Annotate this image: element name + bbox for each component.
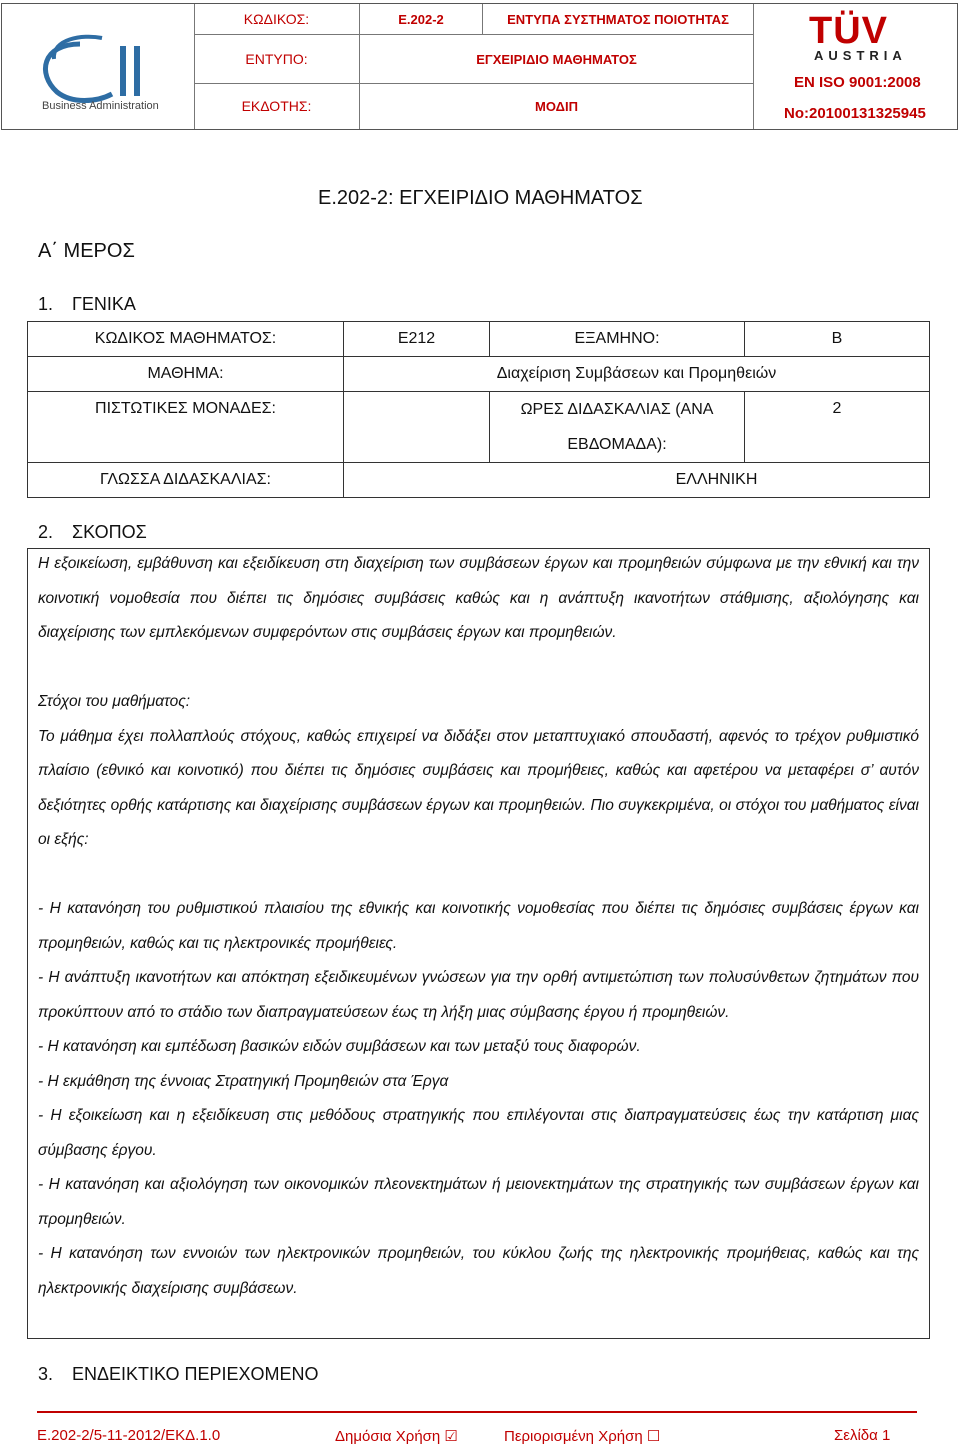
form-kind: ΕΝΤΥΠΑ ΣΥΣΤΗΜΑΤΟΣ ΠΟΙΟΤΗΤΑΣ xyxy=(507,12,729,27)
course-code-label: ΚΩΔΙΚΟΣ ΜΑΘΗΜΑΤΟΣ: xyxy=(28,322,344,357)
goals-intro: Το μάθημα έχει πολλαπλούς στόχους, καθώς επιχειρεί να διδάξει στον μεταπτυχιακό σπουδαστή, αφενός το τρέχον ρυθμιστικό πλαίσιο (εθνικό και κοινοτικό) που διέπει τις δημόσιες συμβάσεις και προμήθειες, καθώς και αφετέρου να μεταφέρει σ’ αυτόν δεξιότητες ορθής κατάρτισης και διαχείρισης συμβάσεων έργων και προμηθειών. Πιο συγκεκριμένα, οι στόχοι του μαθήματος είναι οι εξής: xyxy=(38,727,919,848)
section-title: ΓΕΝΙΚΑ xyxy=(72,294,136,314)
section-2-heading xyxy=(38,522,147,543)
hours-value: 2 xyxy=(745,392,930,463)
credits-value xyxy=(344,392,490,463)
section-title: ΕΝΔΕΙΚΤΙΚΟ ΠΕΡΙΕΧΟΜΕΝΟ xyxy=(72,1364,319,1384)
course-name: Διαχείριση Συμβάσεων και Προμηθειών xyxy=(344,357,930,392)
semester: Β xyxy=(745,322,930,357)
hours-label: ΩΡΕΣ ΔΙΔΑΣΚΑΛΙΑΣ (ΑΝΑ ΕΒΔΟΜΑΔΑ): xyxy=(490,392,745,463)
part-heading: Α΄ ΜΕΡΟΣ xyxy=(38,240,135,262)
code-value: Ε.202-2 xyxy=(360,4,483,34)
goal-item: - Η κατανόηση του ρυθμιστικού πλαισίου της εθνικής και κοινοτικής νομοθεσίας που διέπει τις δημόσιες συμβάσεις έργων και προμηθειών, καθώς και τις ηλεκτρονικές προμήθειες. xyxy=(38,900,919,952)
semester-label: ΕΞΑΜΗΝΟ: xyxy=(490,322,745,357)
footer-doc-id: Ε.202-2/5-11-2012/ΕΚΔ.1.0 xyxy=(37,1427,221,1444)
goal-item: - Η κατανόηση και αξιολόγηση των οικονομικών πλεονεκτημάτων ή μειονεκτημάτων της στρατηγικής των συμβάσεων έργων και προμηθειών. xyxy=(38,1176,919,1228)
section-title: ΣΚΟΠΟΣ xyxy=(72,522,147,542)
section-number: 1. xyxy=(38,294,54,314)
section-number: 2. xyxy=(38,522,54,542)
footer-page-number: Σελίδα 1 xyxy=(834,1427,891,1444)
scope-intro: Η εξοικείωση, εμβάθυνση και εξειδίκευση στη διαχείριση των συμβάσεων έργων και προμηθειών σύμφωνα με την εθνική και την κοινοτική νομοθεσία που διέπει τις δημόσιες συμβάσεις καθώς και η ανάπτυξη ικανοτήτων στάθμισης, αξιολόγησης και διαχείρισης των εμπλεκόμενων συμφερόντων στις συμβάσεις έργων και προμηθειών. xyxy=(38,555,919,641)
tuv-country: AUSTRIA xyxy=(814,48,907,63)
goal-item: - Η κατανόηση των εννοιών των ηλεκτρονικών προμηθειών, του κύκλου ζωής της ηλεκτρονικής προμήθειας, καθώς και της ηλεκτρονικής διαχείρισης συμβάσεων. xyxy=(38,1245,919,1297)
form-value: ΕΓΧΕΙΡΙΔΙΟ ΜΑΘΗΜΑΤΟΣ xyxy=(476,52,637,67)
code-label: ΚΩΔΙΚΟΣ: xyxy=(194,4,360,34)
iso-standard: EN ISO 9001:2008 xyxy=(794,74,921,91)
page-footer xyxy=(37,1411,917,1445)
certification-block xyxy=(753,4,959,129)
footer-restricted-use: Περιορισμένη Χρήση ☐ xyxy=(504,1428,661,1445)
issuer-value: ΜΟΔΙΠ xyxy=(535,99,578,114)
institution-logo xyxy=(2,4,195,129)
issuer-label: ΕΚΔΟΤΗΣ: xyxy=(194,84,360,129)
course-label: ΜΑΘΗΜΑ: xyxy=(28,357,344,392)
goal-item: - Η εξοικείωση και η εξειδίκευση στις μεθόδους στρατηγικής που επιλέγονται στις διαπραγματεύσεις έως την κατάρτιση μιας σύμβασης έργου. xyxy=(38,1107,919,1159)
goal-item: - Η εκμάθηση της έννοιας Στρατηγική Προμηθειών στα Έργα xyxy=(38,1072,449,1090)
tuv-brand: TÜV xyxy=(809,10,888,52)
document-header xyxy=(1,3,958,130)
certificate-number: No:20100131325945 xyxy=(784,105,926,122)
form-label: ΕΝΤΥΠΟ: xyxy=(194,35,360,83)
section-3-heading xyxy=(38,1364,319,1385)
general-info-table xyxy=(27,321,930,498)
scope-box xyxy=(27,548,930,1339)
goals-label: Στόχοι του μαθήματος: xyxy=(38,693,191,710)
logo-text: Business Administration xyxy=(42,100,159,112)
document-title: Ε.202-2: ΕΓΧΕΙΡΙΔΙΟ ΜΑΘΗΜΑΤΟΣ xyxy=(318,187,643,209)
language-label: ΓΛΩΣΣΑ ΔΙΔΑΣΚΑΛΙΑΣ: xyxy=(28,463,344,498)
credits-label: ΠΙΣΤΩΤΙΚΕΣ ΜΟΝΑΔΕΣ: xyxy=(28,392,344,463)
goal-item: - Η κατανόηση και εμπέδωση βασικών ειδών συμβάσεων και των μεταξύ τους διαφορών. xyxy=(38,1038,641,1055)
section-1-heading xyxy=(38,294,136,315)
course-code: Ε212 xyxy=(344,322,490,357)
language-value: ΕΛΛΗΝΙΚΗ xyxy=(344,463,930,498)
section-number: 3. xyxy=(38,1364,54,1384)
footer-public-use: Δημόσια Χρήση ☑ xyxy=(335,1428,458,1445)
goal-item: - Η ανάπτυξη ικανοτήτων και απόκτηση εξειδικευμένων γνώσεων για την ορθή αντιμετώπιση των πολυσύνθετων ζητημάτων που προκύπτουν από το στάδιο των διαπραγματεύσεων έως τη λήξη μιας σύμβασης έργου ή προμηθειών. xyxy=(38,969,919,1021)
